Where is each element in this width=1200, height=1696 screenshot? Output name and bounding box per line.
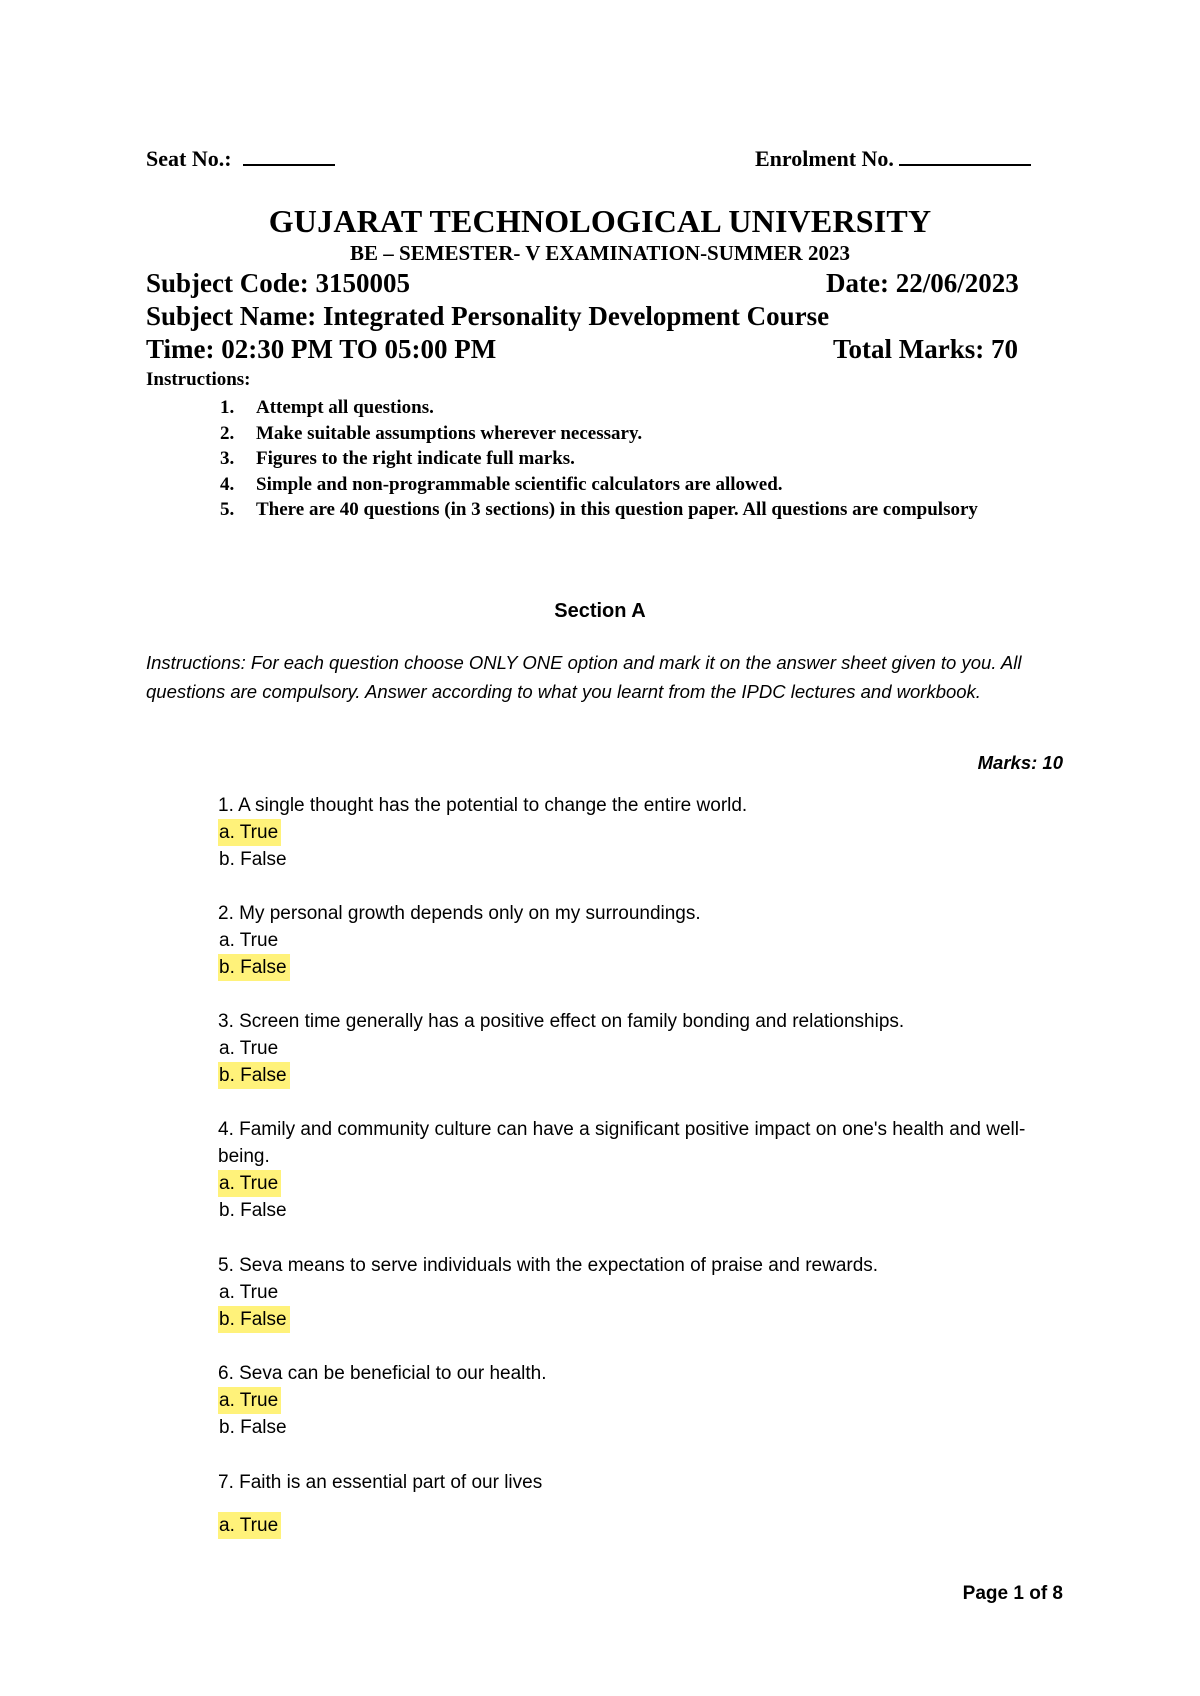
instruction-item: 3. Figures to the right indicate full marks.: [220, 448, 575, 469]
question-1: [218, 792, 1068, 873]
total-marks: Total Marks: 70: [833, 334, 1019, 364]
university-title: GUJARAT TECHNOLOGICAL UNIVERSITY: [268, 203, 932, 239]
question-stem: 2. My personal growth depends only on my surroundings.: [218, 903, 701, 924]
instructions-heading: Instructions:: [146, 369, 251, 390]
instruction-item: 2. Make suitable assumptions wherever necessary.: [220, 422, 643, 444]
exam-date: Date: 22/06/2023: [826, 268, 1019, 298]
question-stem: 3. Screen time generally has a positive effect on family bonding and relationships.: [218, 1011, 905, 1032]
question-7: [218, 1469, 1068, 1539]
question-stem: 1. A single thought has the potential to change the entire world.: [218, 795, 748, 816]
option-b: b. False: [219, 849, 287, 870]
option-b-selected: b. False: [218, 1062, 290, 1089]
page-number: Page 1 of 8: [962, 1583, 1063, 1604]
section-a-marks: Marks: 10: [977, 752, 1063, 773]
option-a-selected: a. True: [218, 1512, 281, 1539]
seat-number-blank: [243, 146, 335, 166]
question-5: [218, 1252, 1068, 1333]
instruction-item: 4. Simple and non-programmable scientific calculators are allowed.: [220, 473, 783, 495]
seat-number-field: [146, 146, 335, 172]
seat-number-label: Seat No.:: [146, 146, 232, 171]
question-stem: 5. Seva means to serve individuals with the expectation of praise and rewards.: [218, 1255, 879, 1276]
instruction-item: 5. There are 40 questions (in 3 sections) in this question paper. All questions are compulsory: [220, 499, 978, 520]
instruction-item: 1. Attempt all questions.: [220, 397, 434, 418]
instructions-list: [220, 395, 1020, 523]
question-2: [218, 900, 1068, 981]
question-3: [218, 1008, 1068, 1089]
question-4: [218, 1116, 1068, 1224]
option-a-selected: a. True: [218, 819, 281, 846]
option-b-selected: b. False: [218, 1306, 290, 1333]
exam-time: Time: 02:30 PM TO 05:00 PM: [146, 334, 497, 364]
question-stem: 7. Faith is an essential part of our lives: [218, 1472, 543, 1493]
option-b-selected: b. False: [218, 954, 290, 981]
section-a-instructions: Instructions: For each question choose ONLY ONE option and mark it on the answer sheet given to you. All questions are compulsory. Answer according to what you learnt from the IPDC lectures and workbook.: [146, 652, 1022, 702]
option-a-selected: a. True: [218, 1170, 281, 1197]
exam-title: BE – SEMESTER- V EXAMINATION-SUMMER 2023: [350, 241, 850, 265]
enrolment-number-field: [755, 146, 1031, 172]
option-a-selected: a. True: [218, 1387, 281, 1414]
option-b: b. False: [219, 1200, 287, 1221]
question-stem: 6. Seva can be beneficial to our health.: [218, 1363, 547, 1384]
subject-code: Subject Code: 3150005: [146, 268, 410, 298]
enrolment-number-label: Enrolment No.: [755, 146, 894, 171]
option-b: b. False: [219, 1417, 287, 1438]
subject-name: Subject Name: Integrated Personality Development Course: [146, 301, 830, 331]
enrolment-number-blank: [899, 146, 1031, 166]
section-a-title: Section A: [554, 600, 646, 622]
option-a: a. True: [219, 930, 279, 951]
question-6: [218, 1360, 1068, 1441]
option-a: a. True: [219, 1282, 279, 1303]
option-a: a. True: [219, 1038, 279, 1059]
question-stem: 4. Family and community culture can have a significant positive impact on one's health and well-being.: [218, 1119, 1026, 1167]
